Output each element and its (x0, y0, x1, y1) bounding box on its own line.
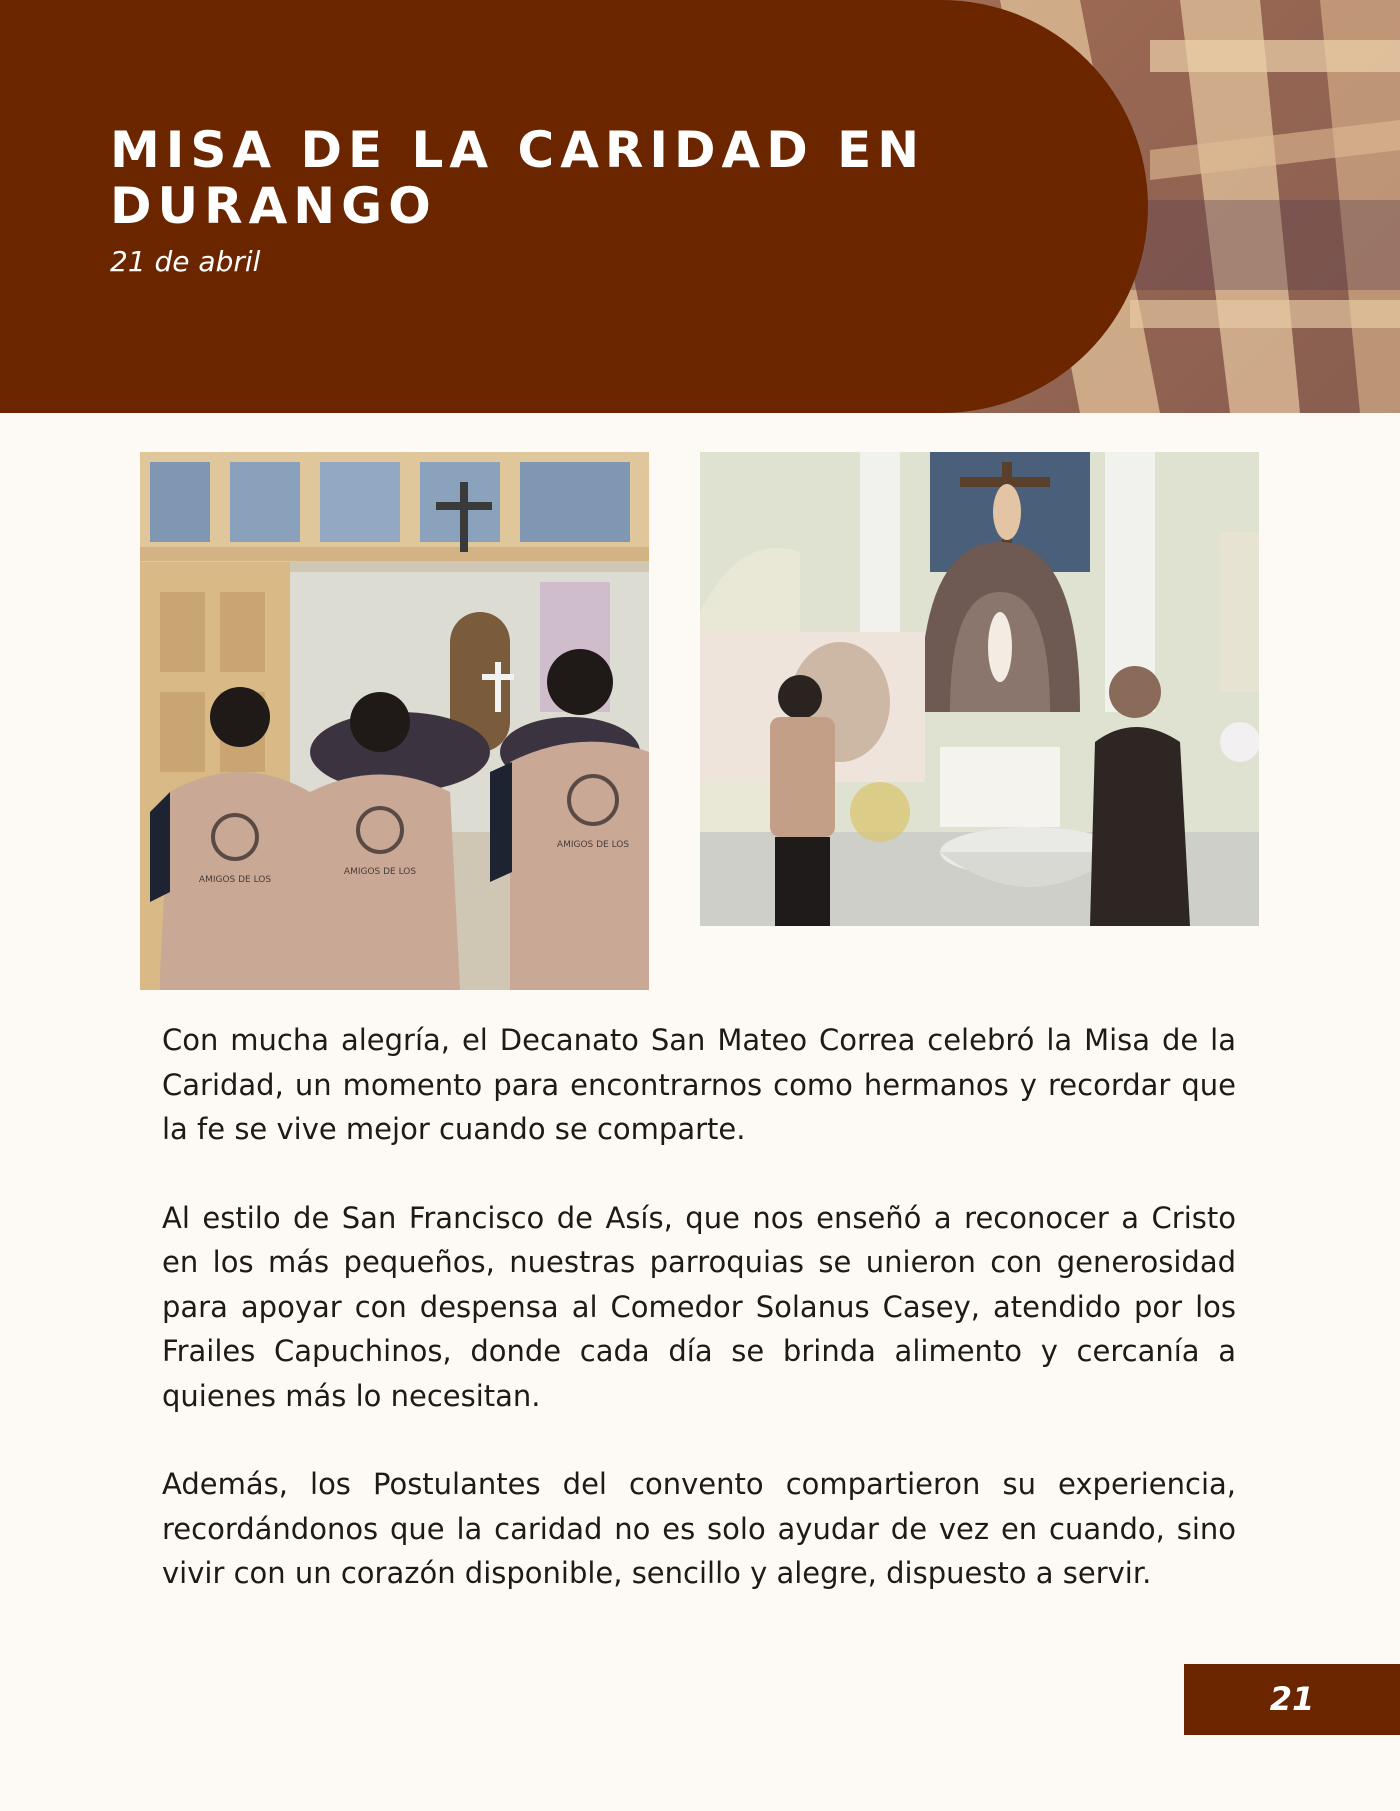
svg-text:AMIGOS DE LOS: AMIGOS DE LOS (556, 840, 630, 850)
page-date: 21 de abril (110, 245, 261, 278)
paragraph: Al estilo de San Francisco de Asís, que nos enseñó a reconocer a Cristo en los más pequeños, nuestras parroquias se unieron con generosidad para apoyar con despensa al Comedor Solanus Casey, atendido por los Frailes Capuchinos, donde cada día se brinda alimento y cercanía a quienes más lo necesitan. (162, 1200, 1236, 1413)
article-body (162, 1018, 1236, 1640)
svg-text:AMIGOS DE LOS: AMIGOS DE LOS (343, 867, 417, 877)
photo-speakers-altar (700, 452, 1259, 926)
photo-volunteers-entrance (140, 452, 649, 990)
paragraph: Además, los Postulantes del convento compartieron su experiencia, recordándonos que la caridad no es solo ayudar de vez en cuando, sino vivir con un corazón disponible, sencillo y alegre, dispuesto a servir. (162, 1467, 1236, 1590)
svg-text:AMIGOS DE LOS: AMIGOS DE LOS (198, 875, 272, 885)
page-title: MISA DE LA CARIDAD EN DURANGO (110, 121, 926, 235)
paragraph: Con mucha alegría, el Decanato San Mateo Correa celebró la Misa de la Caridad, un momento para encontrarnos como hermanos y recordar que la fe se vive mejor cuando se comparte. (162, 1023, 1236, 1146)
page-number: 21 (1269, 1680, 1315, 1718)
page-number-box (1184, 1664, 1400, 1735)
header-banner (0, 0, 1400, 413)
